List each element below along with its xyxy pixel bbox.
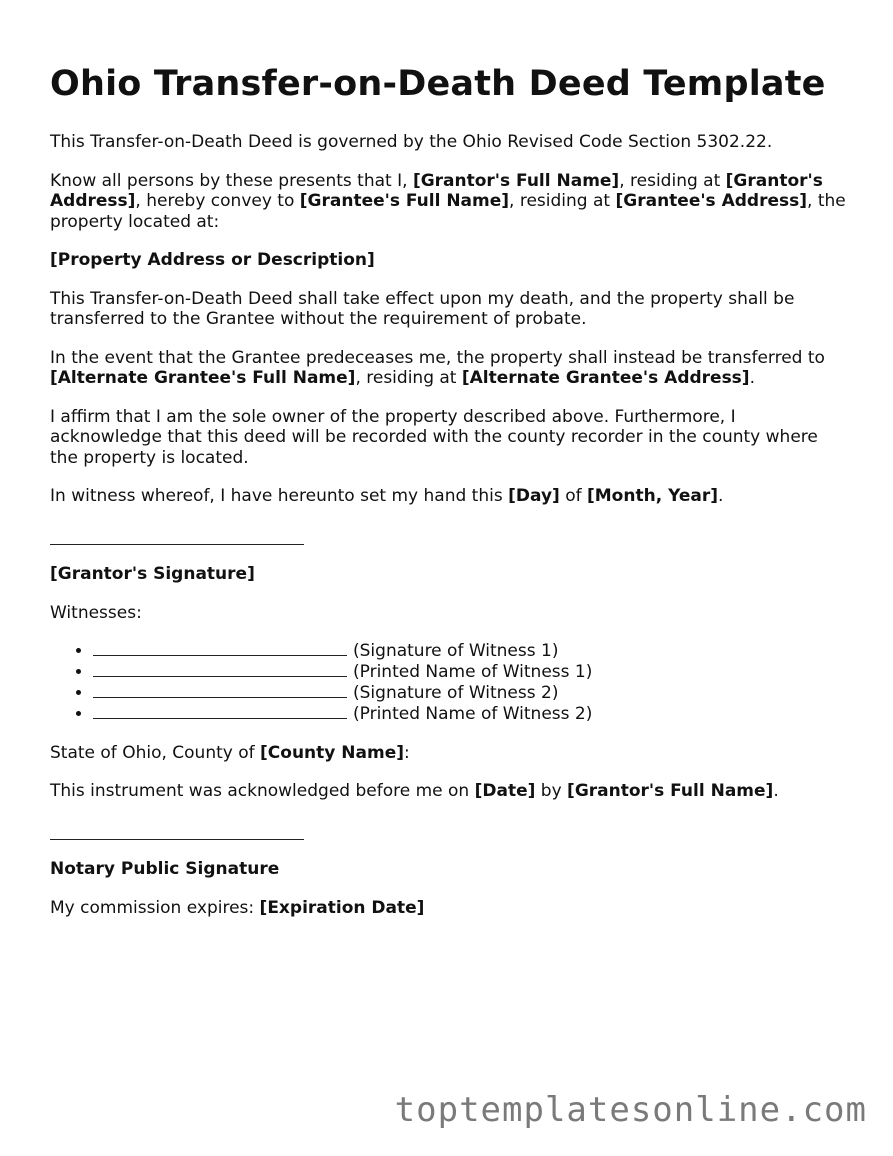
property-description: [Property Address or Description] bbox=[50, 250, 375, 270]
commission-expiration: My commission expires: [Expiration Date] bbox=[50, 897, 425, 918]
witness-list bbox=[50, 641, 850, 725]
notary-signature-line bbox=[50, 839, 304, 841]
witness-clause: In witness whereof, I have hereunto set my hand this [Day] of [Month, Year]. bbox=[50, 486, 724, 506]
state-county-line: State of Ohio, County of [County Name]: bbox=[50, 742, 410, 763]
grantor-signature-label: [Grantor's Signature] bbox=[50, 564, 255, 584]
date-placeholder: [Date] bbox=[474, 781, 536, 802]
witness-signature-line bbox=[93, 683, 347, 698]
grantor-address-placeholder: [Grantor's Address] bbox=[50, 170, 823, 211]
grantee-address-placeholder: [Grantee's Address] bbox=[615, 191, 808, 211]
grantor-signature-line bbox=[50, 544, 304, 546]
conveyance-paragraph: Know all persons by these presents that I, [Grantor's Full Name], residing at [Grantor's Address], hereby convey to [Grantee's Full Name], residing at [Grantee's Address], the property located at: bbox=[50, 170, 846, 232]
intro-paragraph: This Transfer-on-Death Deed is governed by the Ohio Revised Code Section 5302.22. bbox=[50, 132, 773, 152]
alternate-grantee-paragraph: In the event that the Grantee predeceases me, the property shall instead be transferred to [Alternate Grantee's Full Name], residing at [Alternate Grantee's Address]. bbox=[50, 347, 825, 388]
witnesses-label: Witnesses: bbox=[50, 602, 142, 623]
list-item: • (Signature of Witness 1) bbox=[93, 641, 850, 662]
witness-name-line bbox=[93, 704, 347, 719]
notary-signature-label: Notary Public Signature bbox=[50, 859, 280, 880]
document-page bbox=[50, 58, 850, 936]
list-item: • (Printed Name of Witness 2) bbox=[93, 704, 850, 725]
acknowledgment-paragraph: This instrument was acknowledged before me on [Date] by [Grantor's Full Name]. bbox=[50, 781, 779, 802]
expiration-placeholder: [Expiration Date] bbox=[259, 897, 425, 918]
effect-paragraph: This Transfer-on-Death Deed shall take effect upon my death, and the property shall be transferred to the Grantee without the requirement of probate. bbox=[50, 288, 795, 329]
list-item: • (Signature of Witness 2) bbox=[93, 683, 850, 704]
county-placeholder: [County Name] bbox=[260, 742, 404, 763]
alternate-name-placeholder: [Alternate Grantee's Full Name] bbox=[50, 368, 356, 388]
grantor-name-placeholder: [Grantor's Full Name] bbox=[567, 781, 774, 802]
document-title: Ohio Transfer-on-Death Deed Template bbox=[50, 64, 826, 104]
alternate-address-placeholder: [Alternate Grantee's Address] bbox=[461, 368, 750, 388]
witness-name-line bbox=[93, 662, 347, 677]
affirmation-paragraph: I affirm that I am the sole owner of the property described above. Furthermore, I acknowledge that this deed will be recorded with the county recorder in the county where the property is located. bbox=[50, 406, 818, 468]
list-item: • (Printed Name of Witness 1) bbox=[93, 662, 850, 683]
watermark: toptemplatesonline.com bbox=[394, 1090, 867, 1130]
month-year-placeholder: [Month, Year] bbox=[587, 486, 718, 506]
grantee-name-placeholder: [Grantee's Full Name] bbox=[299, 191, 510, 211]
grantor-name-placeholder: [Grantor's Full Name] bbox=[412, 170, 620, 191]
day-placeholder: [Day] bbox=[508, 486, 560, 506]
witness-signature-line bbox=[93, 641, 347, 656]
